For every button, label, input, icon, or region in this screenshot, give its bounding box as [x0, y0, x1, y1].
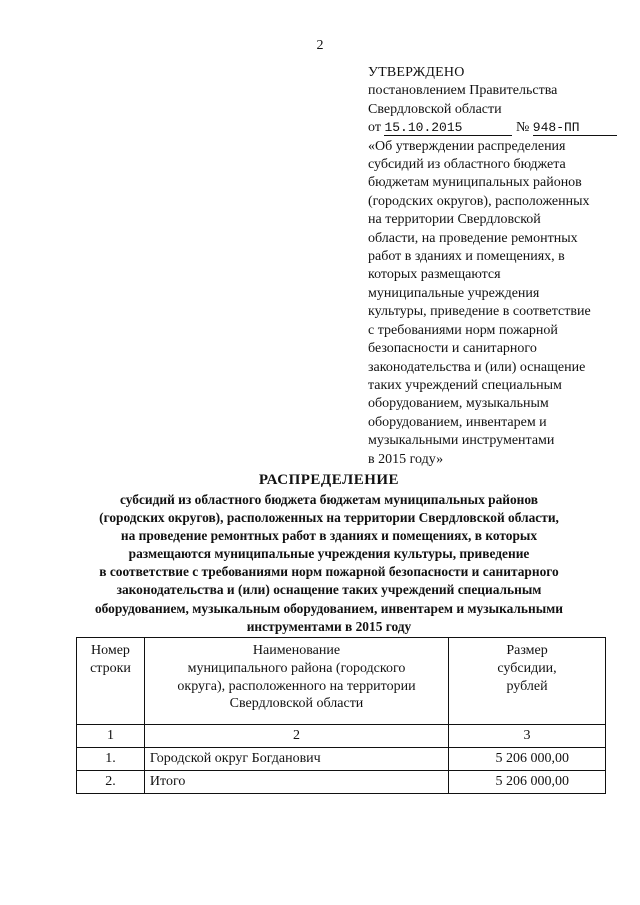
row-number: 1. — [77, 747, 145, 770]
approval-number: 948-ПП — [533, 120, 617, 136]
row-district-name: Городской округ Богданович — [144, 747, 448, 770]
header-row-number: Номер строки — [77, 638, 145, 725]
approval-authority-line1: постановлением Правительства — [368, 83, 558, 99]
resolution-title: «Об утверждении распределения субсидий из областного бюджета бюджетам муниципальных районов (городских округов), расположенных на территории Свердловской области, на проведение ремонтных работ в зданиях и помещениях, в которых размещаются муниципальные учреждения культуры, приведение в соответствие с требованиями норм пожарной безопасности и санитарного законодательства и (или) оснащение таких учреждений специальным оборудованием, музыкальным оборудованием, инвентарем и музыкальными инструментами в 2015 году» — [368, 138, 591, 467]
approval-date-line — [368, 119, 618, 137]
table-header-row — [77, 638, 606, 725]
table-row — [77, 747, 606, 770]
approval-date: 15.10.2015 — [384, 120, 512, 136]
row-number: 2. — [77, 770, 145, 793]
row-total-amount: 5 206 000,00 — [449, 770, 606, 793]
table-row — [77, 770, 606, 793]
table-column-index-row — [77, 725, 606, 748]
header-district-name: Наименование муниципального района (городского округа), расположенного на территории Свердловской области — [144, 638, 448, 725]
row-amount: 5 206 000,00 — [449, 747, 606, 770]
row-total-label: Итого — [144, 770, 448, 793]
column-index-1: 1 — [77, 725, 145, 748]
document-title: РАСПРЕДЕЛЕНИЕ — [258, 472, 400, 488]
document-heading — [60, 470, 598, 636]
distribution-table — [76, 637, 606, 794]
column-index-2: 2 — [144, 725, 448, 748]
date-prefix: от — [368, 120, 381, 136]
header-subsidy-amount: Размер субсидии, рублей — [449, 638, 606, 725]
approval-authority-line2: Свердловской области — [368, 101, 502, 117]
approval-stamp — [368, 64, 618, 469]
approval-title: УТВЕРЖДЕНО — [368, 65, 465, 80]
number-prefix: № — [515, 120, 530, 136]
column-index-3: 3 — [449, 725, 606, 748]
page-number: 2 — [316, 38, 324, 53]
document-subtitle: субсидий из областного бюджета бюджетам муниципальных районов (городских округов), расположенных на территории Свердловской области, на проведение ремонтных работ в зданиях и помещениях, в которых размещаются муниципальные учреждения культуры, приведение в соответствие с требованиями норм пожарной безопасности и санитарного законодательства и (или) оснащение таких учреждений специальным оборудованием, музыкальным оборудованием, инвентарем и музыкальными инструментами в 2015 году — [94, 492, 564, 634]
